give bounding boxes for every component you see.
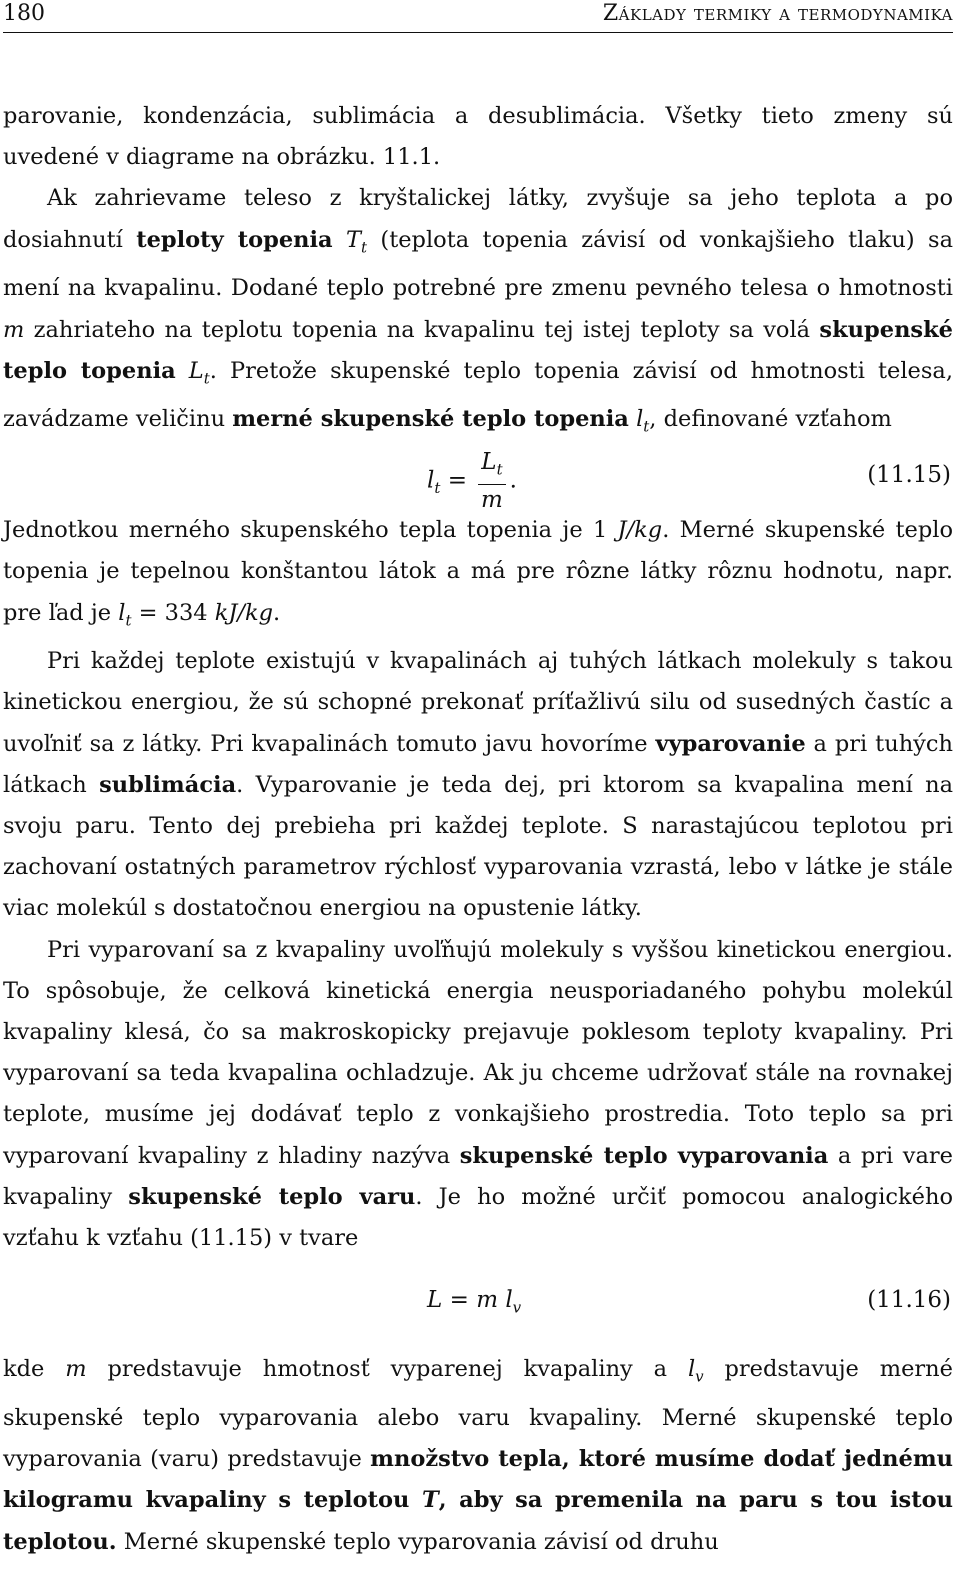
paragraph-0: parovanie, kondenzácia, sublimácia a desublimácia. Všetky tieto zmeny sú uvedené v diagrame na obrázku. 11.1. <box>3 103 953 171</box>
term-heat-amount-definition: množstvo tepla, ktoré musíme dodať jednému kilogramu kvapaliny s teplotou T, aby sa premenila na paru s tou istou teplotou. <box>3 1446 953 1555</box>
term-latent-heat-melting: skupenské teplo topenia <box>3 316 953 384</box>
page-number: 180 <box>3 1 45 26</box>
equation-number: (11.16) <box>867 1287 951 1314</box>
equation-11-15: $l_t$ = $\frac{L_t}{m}$ . (11.15) <box>427 449 951 513</box>
paragraph-evaporation: Pri každej teplote existujú v kvapalinách aj tuhých látkach molekuly s takou kinetickou energiou, že sú schopné prekonať príťažlivú silu od susedných častíc a uvoľniť sa z látky. Pri kvapalinách tomuto javu hovoríme vyparovanie a pri tuhých látkach sublimácia. Vyparovanie je teda dej, pri ktorom sa kvapalina mení na svoju paru. Tento dej prebieha pri každej teplote. S narastajúcou teplotou pri zachovaní ostatných parametrov rýchlosť vyparovania vzrastá, lebo v látke je stále viac molekúl s dostatočnou energiou na opustenie látky. <box>3 648 953 922</box>
paragraph-melting: Ak zahrievame teleso z kryštalickej látky, zvyšuje sa jeho teplota a po dosiahnutí teploty topenia $T_t$ (teplota topenia závisí od vonkajšieho tlaku) sa mení na kvapalinu. Dodané teplo potrebné pre zmenu pevného telesa o hmotnosti m zahriateho na teplotu topenia na kvapalinu tej istej teploty sa volá skupenské teplo topenia $L_t$. Pretože skupenské teplo topenia závisí od hmotnosti telesa, zavádzame veličinu merné skupenské teplo topenia $l_t$, definované vzťahom <box>3 185 953 436</box>
equation-11-16: L = m $l_v$ (11.16) <box>427 1287 951 1317</box>
term-latent-heat-evaporation: skupenské teplo vyparovania <box>459 1142 829 1169</box>
term-melting-temperature: teploty topenia <box>136 226 333 253</box>
paragraph-definition: kde m predstavuje hmotnosť vyparenej kvapaliny a $l_v$ predstavuje merné skupenské teplo vyparovania alebo varu kvapaliny. Merné skupenské teplo vyparovania (varu) predstavuje množstvo tepla, ktoré musíme dodať jednému kilogramu kvapaliny s teplotou T, aby sa premenila na paru s tou istou teplotou. Merné skupenské teplo vyparovania závisí od druhu <box>3 1356 953 1555</box>
paragraph-unit: Jednotkou merného skupenského tepla topenia je 1 J/kg. Merné skupenské teplo topenia je tepelnou konštantou látok a má pre rôzne látky rôznu hodnotu, napr. pre ľad je $l_t = 334$ kJ/kg. <box>3 517 953 630</box>
page-header <box>3 0 953 33</box>
equation-number: (11.15) <box>867 462 951 489</box>
term-latent-heat-boiling: skupenské teplo varu <box>128 1183 416 1210</box>
term-sublimation: sublimácia <box>99 771 237 798</box>
chapter-title: Základy termiky a termodynamika <box>602 1 953 26</box>
main-text <box>3 96 953 1563</box>
term-specific-latent-heat: merné skupenské teplo topenia <box>232 406 629 433</box>
paragraph-cooling: Pri vyparovaní sa z kvapaliny uvoľňujú molekuly s vyššou kinetickou energiou. To spôsobuje, že celková kinetická energia neusporiadaného pohybu molekúl kvapaliny klesá, čo sa makroskopicky prejavuje poklesom teploty kvapaliny. Pri vyparovaní sa teda kvapalina ochladzuje. Ak ju chceme udržovať stále na rovnakej teplote, musíme jej dodávať teplo z vonkajšieho prostredia. Toto teplo sa pri vyparovaní kvapaliny z hladiny nazýva skupenské teplo vyparovania a pri vare kvapaliny skupenské teplo varu. Je ho možné určiť pomocou analogického vzťahu k vzťahu (11.15) v tvare <box>3 936 953 1252</box>
term-evaporation: vyparovanie <box>655 730 806 757</box>
